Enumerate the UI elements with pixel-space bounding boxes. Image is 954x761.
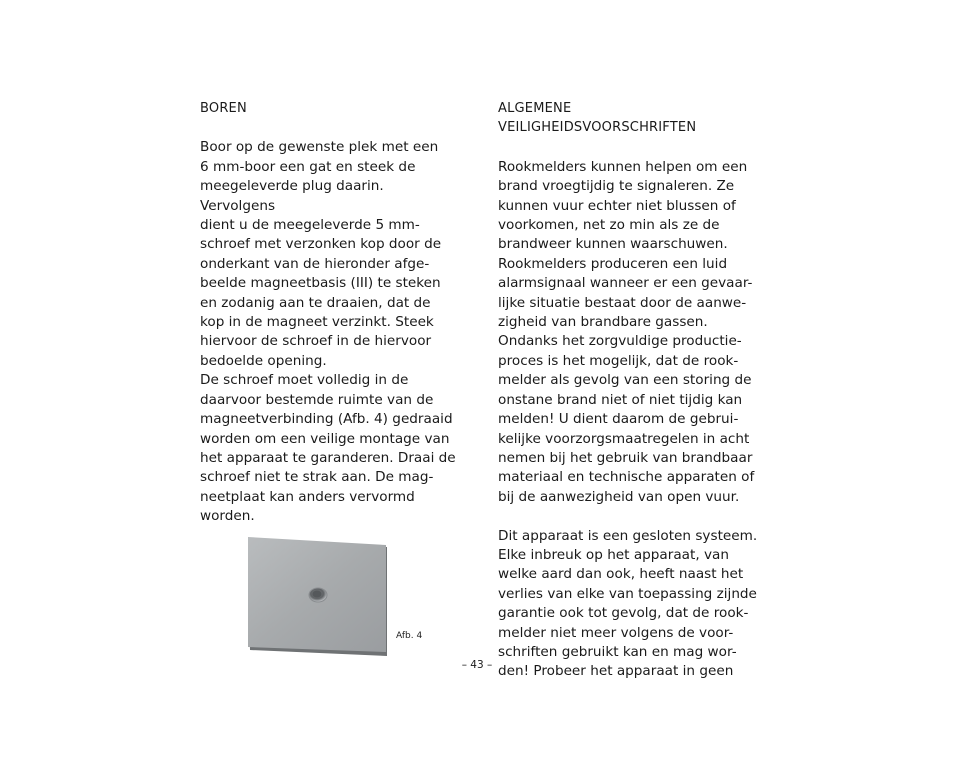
left-column [200, 99, 462, 527]
paragraph: De schroef moet volledig in de daarvoor bestemde ruimte van de magneetverbinding (Afb. 4) gedraaid worden om een veilige montage van het apparaat te garanderen. Draai de schroef niet te strak aan. De mag- neetplaat kan anders vervormd worden. [200, 372, 456, 525]
paragraph: Boor op de gewenste plek met een 6 mm-boor een gat en steek de meegeleverde plug daarin. Vervolgens dient u de meegeleverde 5 mm- schroef met verzonken kop door de onderkant van de hieronder afge- beelde magneetbasis (III) te steken en zodanig aan te draaien, dat de kop in de magneet verzinkt. Steek hiervoor de schroef in de hiervoor bedoelde opening. [200, 139, 442, 369]
figure-caption: Afb. 4 [396, 631, 423, 641]
magnet-plate-image [246, 535, 390, 659]
page-number: – 43 – [461, 659, 493, 671]
paragraph: Dit apparaat is een gesloten systeem. Elke inbreuk op het apparaat, van welke aard dan ook, heeft naast het verlies van elke van toepassing zijnde garantie ook tot gevolg, dat de rook- melder niet meer volgens de voor- schriften gebruikt kan en mag wor- den! Probeer het apparaat in geen [498, 527, 758, 680]
section-heading-safety: ALGEMENE VEILIGHEIDSVOORSCHRIFTEN [498, 101, 697, 136]
section-heading-boren: BOREN [200, 101, 247, 116]
paragraph-gap [498, 507, 760, 526]
paragraph: Rookmelders kunnen helpen om een brand vroegtijdig te signaleren. Ze kunnen vuur echter niet blussen of voorkomen, net zo min als ze de brandweer kunnen waarschuwen. Rookmelders produceren een luid alarmsignaal wanneer er een gevaar- lijke situatie bestaat door de aanwe- zigheid van brandbare gassen. Ondanks het zorgvuldige productie- proces is het mogelijk, dat de rook- melder als gevolg van een storing de onstane brand niet of niet tijdig kan melden! U dient daarom de gebrui- kelijke voorzorgsmaatregelen in acht nemen bij het gebruik van brandbaar materiaal en technische apparaten of bij de aanwezigheid van open vuur. [498, 158, 755, 505]
right-column [498, 99, 760, 682]
